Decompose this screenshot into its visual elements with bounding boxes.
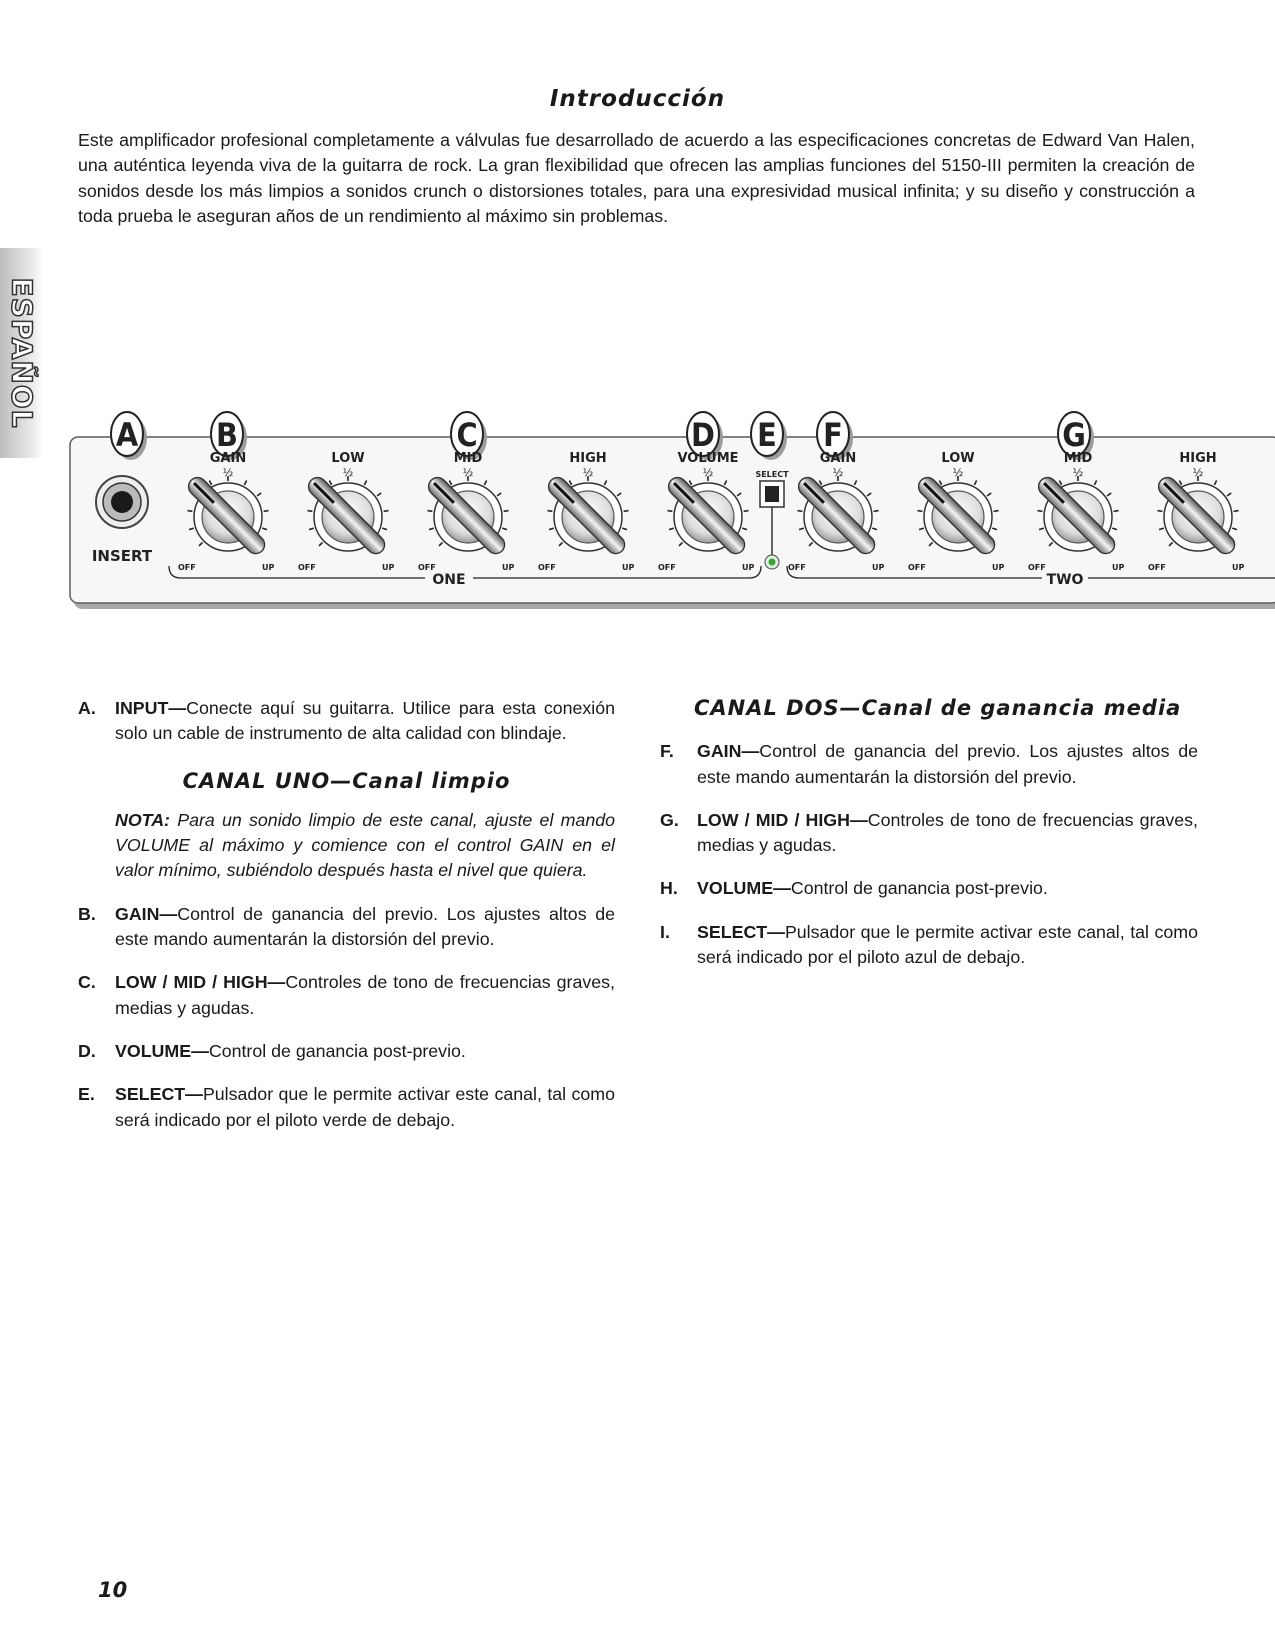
intro-paragraph: Este amplificador profesional completamente a válvulas fue desarrollado de acuerdo a las especificaciones concretas de Edward Van Halen, una auténtica leyenda viva de la guitarra de rock. La gran flexibilidad que ofrecen las amplias funciones del 5150-III permiten la creación de sonidos desde los más limpios a sonidos crunch o distorsiones totales, para una expresividad musical infinita; y su diseño y construcción a toda prueba le aseguran años de un rendimiento al máximo sin problemas. [78, 130, 1195, 226]
item-tone [78, 970, 615, 1021]
right-column [660, 696, 1198, 988]
channel-one-label: ONE [432, 572, 466, 588]
knob-up-label: UP [382, 563, 395, 572]
knob-label: LOW [941, 451, 975, 466]
knob-tick [1234, 511, 1239, 512]
item-tone [660, 808, 1198, 859]
knob-tick [264, 511, 269, 512]
item-term: GAIN— [115, 903, 178, 924]
knob-tick [994, 511, 999, 512]
item-description: Pulsador que le permite activar este canal, tal como será indicado por el piloto verde de debajo. [115, 1084, 615, 1130]
item-term: GAIN— [697, 741, 760, 762]
channel-two-heading: CANAL DOS—Canal de ganancia media [694, 696, 1182, 720]
knob-tick [1038, 511, 1043, 512]
item-input [78, 696, 615, 747]
callout-letter-f: F [823, 416, 843, 454]
item-description: Control de ganancia del previo. Los ajustes altos de este mando aumentarán la distorsión del previo. [115, 903, 615, 950]
knob-tick [428, 511, 433, 512]
item-volume [660, 876, 1198, 901]
half-mark: ½ [222, 466, 234, 479]
item-description: Controles de tono de frecuencias graves, medias y agudas. [115, 972, 615, 1018]
item-term: VOLUME— [697, 878, 791, 899]
knob-tick [1158, 511, 1163, 512]
callout-letter-c: C [456, 416, 478, 454]
item-letter: I. [660, 921, 670, 942]
knob-tick [384, 511, 389, 512]
knob-tick [188, 511, 193, 512]
item-description: Conecte aquí su guitarra. Utilice para esta conexión solo un cable de instrumento de alta calidad con blindaje. [115, 698, 615, 744]
item-letter: G. [660, 809, 679, 830]
knob-tick [668, 511, 673, 512]
knob-off-label: OFF [788, 563, 806, 572]
half-mark: ½ [1072, 466, 1084, 479]
item-letter: B. [78, 903, 96, 924]
item-letter: F. [660, 741, 674, 762]
knob-tick [548, 511, 553, 512]
item-letter: C. [78, 972, 96, 993]
knob-off-label: OFF [298, 563, 316, 572]
intro-title: Introducción [549, 86, 726, 112]
item-term: LOW / MID / HIGH— [115, 972, 286, 993]
item-term: SELECT— [115, 1084, 203, 1105]
knob-up-label: UP [872, 563, 885, 572]
knob-up-label: UP [262, 563, 275, 572]
item-select [660, 920, 1198, 971]
knob-off-label: OFF [538, 563, 556, 572]
knob-tick [504, 511, 509, 512]
callout-letter-b: B [216, 416, 238, 454]
callout-letter-e: E [757, 416, 777, 454]
item-term: INPUT— [115, 698, 187, 718]
clean-channel-note [78, 808, 615, 884]
note-label: NOTA: [115, 809, 170, 830]
knob-tick [918, 511, 923, 512]
item-term: SELECT— [697, 921, 785, 942]
half-mark: ½ [952, 466, 964, 479]
knob-tick [874, 511, 879, 512]
knob-label: HIGH [569, 451, 607, 466]
knob-off-label: OFF [178, 563, 196, 572]
item-description: Control de ganancia del previo. Los ajustes altos de este mando aumentarán la distorsión del previo. [697, 741, 1198, 787]
knob-off-label: OFF [1028, 563, 1046, 572]
item-term: VOLUME— [115, 1040, 209, 1061]
page-number: 10 [98, 1578, 128, 1602]
knob-up-label: UP [622, 563, 635, 572]
callout-letter-a: A [115, 416, 139, 454]
knob-tick [624, 511, 629, 512]
knob-off-label: OFF [658, 563, 676, 572]
language-side-tab-label: ESPAÑOL [5, 277, 39, 429]
knob-up-label: UP [992, 563, 1005, 572]
half-mark: ½ [582, 466, 594, 479]
knob-label: MID [1063, 451, 1093, 466]
knob-label: LOW [331, 451, 365, 466]
callout-letter-d: D [691, 416, 715, 454]
knob-tick [1114, 511, 1119, 512]
half-mark: ½ [1192, 466, 1204, 479]
knob-up-label: UP [742, 563, 755, 572]
select-switch-label: SELECT [755, 470, 789, 479]
knob-up-label: UP [502, 563, 515, 572]
knob-label: GAIN [209, 451, 247, 466]
item-gain [78, 902, 615, 953]
channel-two-label: TWO [1046, 572, 1084, 588]
item-letter: E. [78, 1084, 95, 1105]
item-description: Control de ganancia post-previo. [208, 1040, 466, 1061]
item-description: Pulsador que le permite activar este canal, tal como será indicado por el piloto azul de debajo. [697, 921, 1198, 968]
note-text: Para un sonido limpio de este canal, ajuste el mando VOLUME al máximo y comience con el control GAIN en el valor mínimo, subiéndolo después hasta el nivel que quiera. [115, 809, 615, 881]
item-description: Controles de tono de frecuencias graves, medias y agudas. [697, 809, 1198, 856]
channel-one-heading: CANAL UNO—Canal limpio [182, 768, 511, 793]
item-select [78, 1082, 615, 1133]
callout-e [751, 412, 787, 460]
half-mark: ½ [832, 466, 844, 479]
item-letter: D. [78, 1040, 96, 1061]
knob-off-label: OFF [1148, 563, 1166, 572]
insert-label: INSERT [91, 547, 153, 565]
item-description: Control de ganancia post-previo. [790, 878, 1048, 899]
half-mark: ½ [702, 466, 714, 479]
knob-tick [744, 511, 749, 512]
knob-label: VOLUME [677, 451, 739, 466]
knob-up-label: UP [1112, 563, 1125, 572]
green-led-indicator [765, 555, 779, 569]
item-letter: H. [660, 878, 678, 899]
item-letter: A. [78, 698, 96, 718]
knob-label: GAIN [819, 451, 857, 466]
item-gain [660, 739, 1198, 790]
knob-tick [798, 511, 803, 512]
callout-a [111, 412, 147, 460]
insert-jack[interactable] [96, 476, 148, 528]
knob-up-label: UP [1232, 563, 1245, 572]
knob-label: HIGH [1179, 451, 1217, 466]
half-mark: ½ [462, 466, 474, 479]
item-term: LOW / MID / HIGH— [697, 809, 868, 830]
half-mark: ½ [342, 466, 354, 479]
knob-label: MID [453, 451, 483, 466]
knob-tick [308, 511, 313, 512]
knob-off-label: OFF [418, 563, 436, 572]
callout-letter-g: G [1062, 416, 1086, 454]
left-column [78, 696, 615, 1151]
knob-off-label: OFF [908, 563, 926, 572]
item-volume [78, 1039, 615, 1064]
amplifier-front-panel-diagram [60, 405, 1275, 640]
